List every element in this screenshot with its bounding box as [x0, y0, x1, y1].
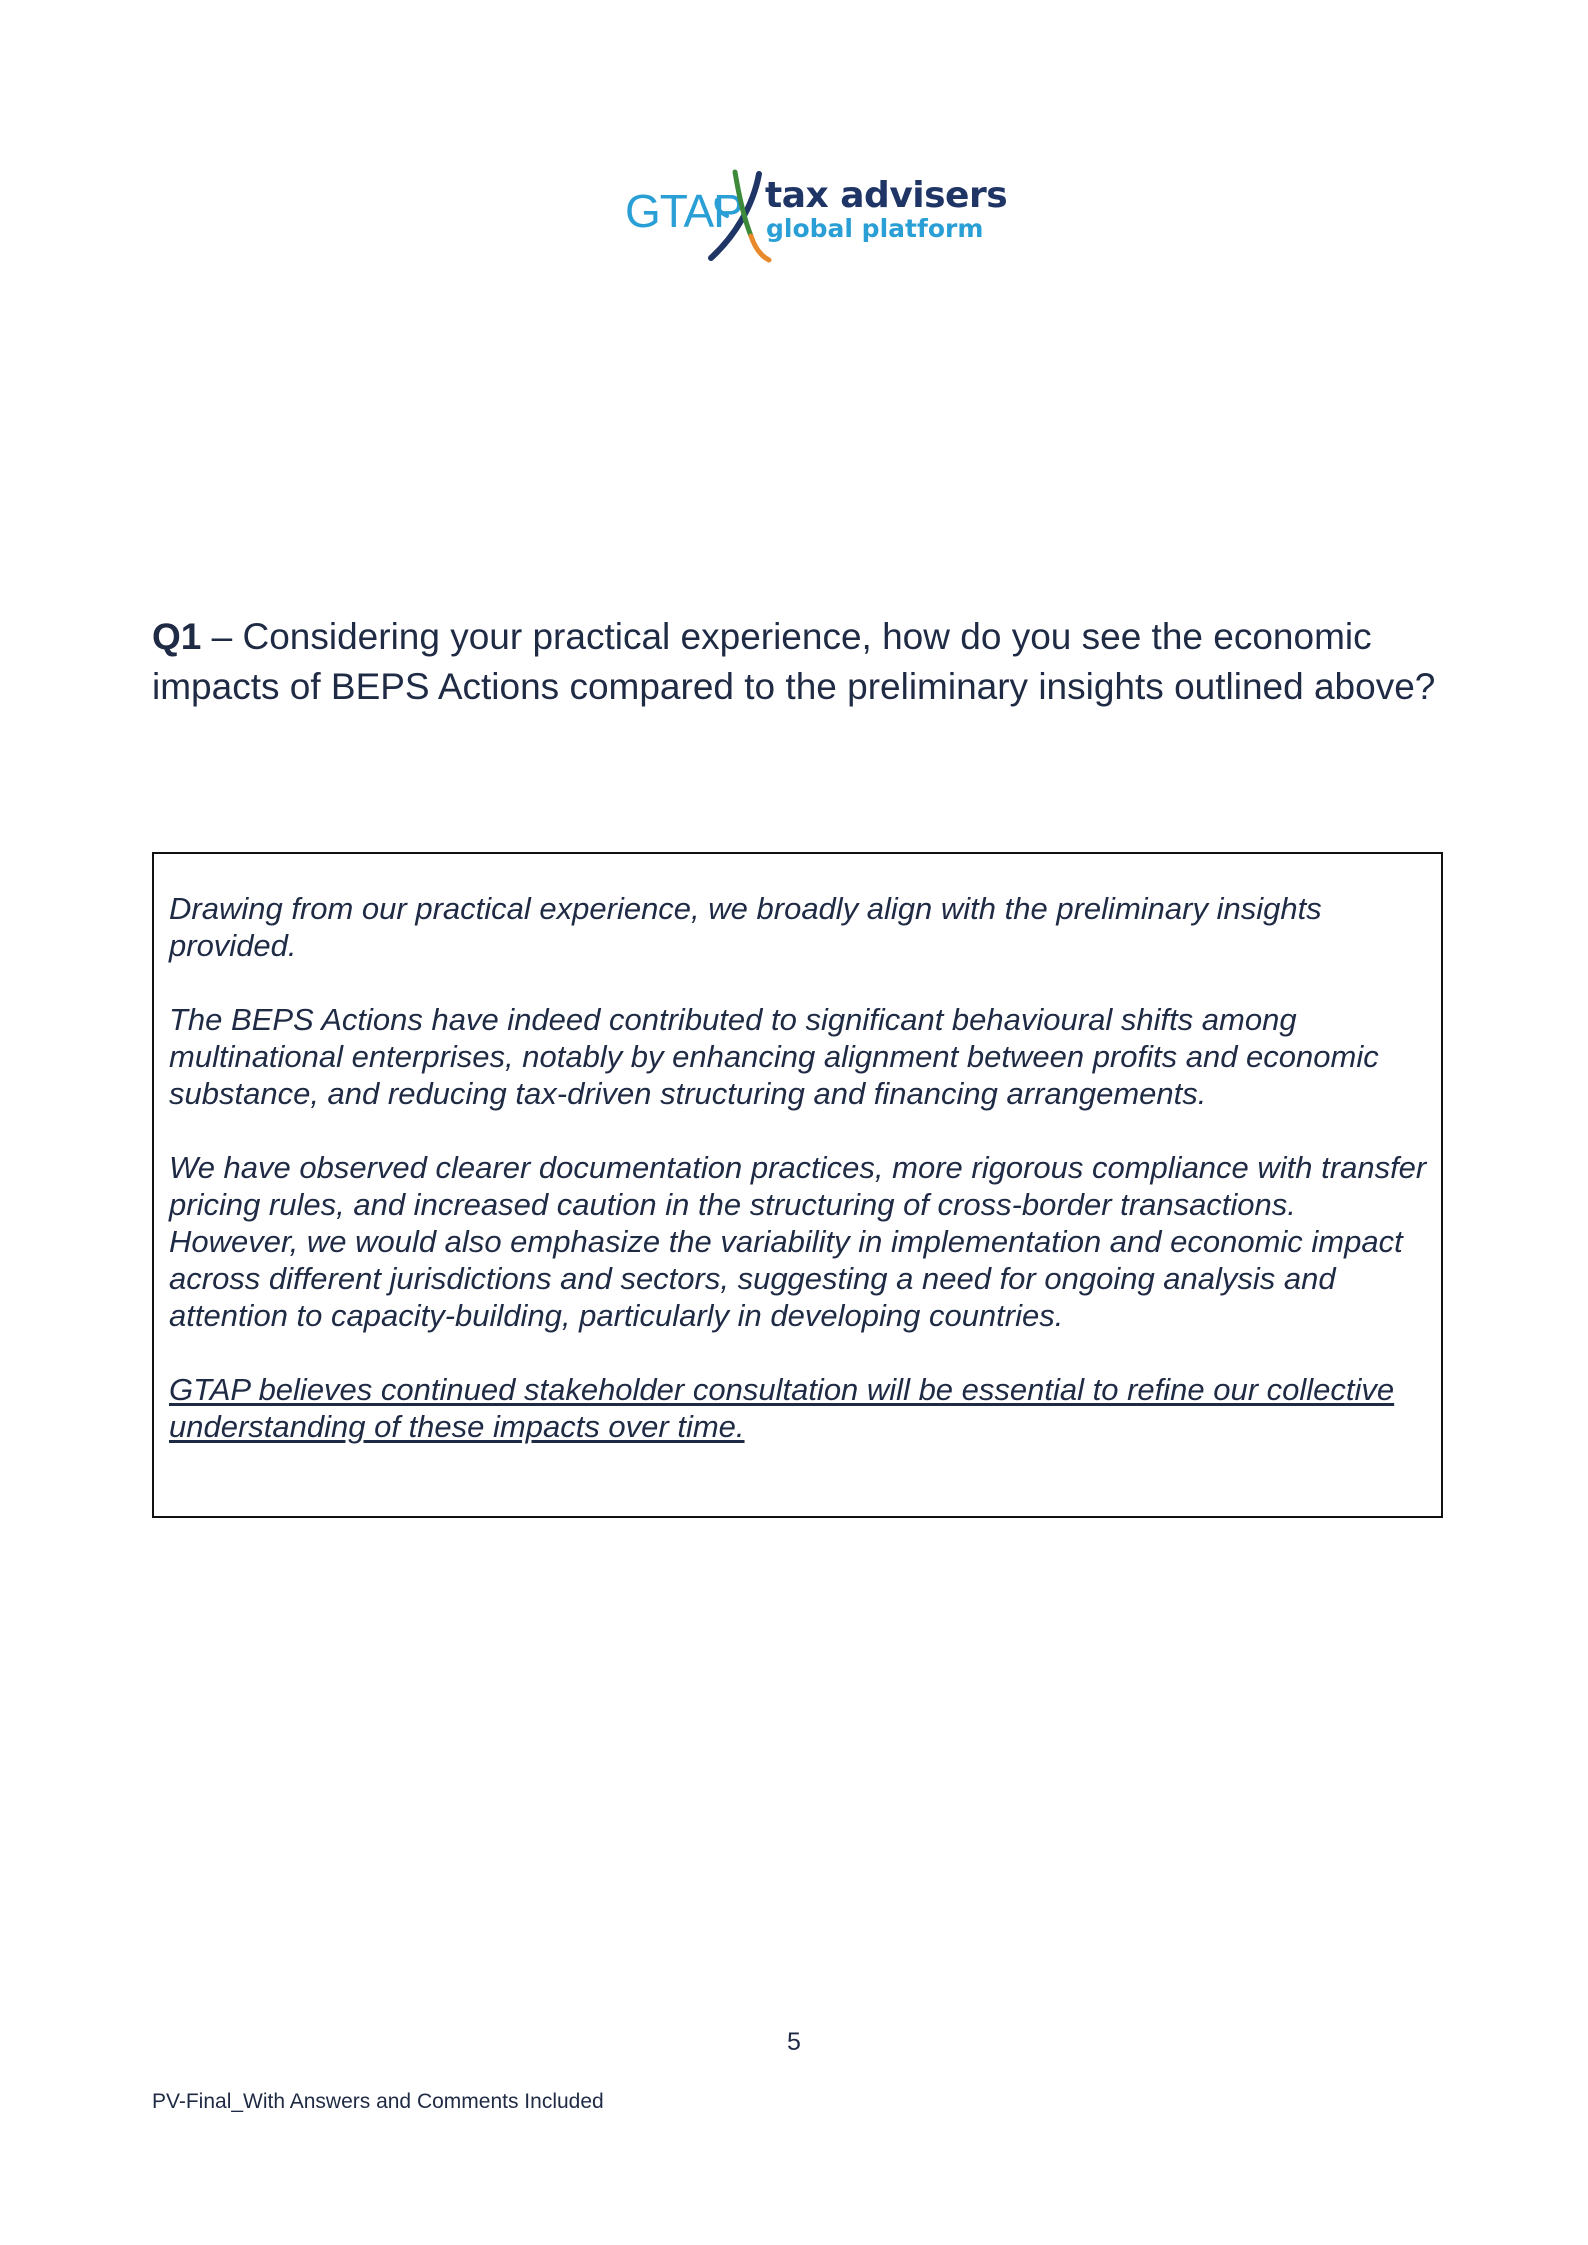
- question-text: – Considering your practical experience, how do you see the economic impacts of BEPS Actions compared to the preliminary insights outlined above?: [152, 616, 1436, 707]
- logo-line-tax-advisers: tax advisers: [765, 175, 1008, 216]
- page-number: 5: [787, 2028, 801, 2056]
- question-q1: [152, 612, 1452, 712]
- gtap-logo: [625, 166, 1008, 264]
- logo-gtap-text: GTAP: [625, 185, 743, 237]
- answer-box: [152, 852, 1443, 1518]
- answer-conclusion: GTAP believes continued stakeholder consultation will be essential to refine our collective understanding of these impacts over time.: [169, 1372, 1395, 1444]
- answer-paragraph-2: The BEPS Actions have indeed contributed to significant behavioural shifts among multinational enterprises, notably by enhancing alignment between profits and economic substance, and reducing tax-driven structuring and financing arrangements.: [169, 1002, 1379, 1111]
- question-number: Q1: [152, 616, 202, 657]
- logo-line-global-platform: global platform: [766, 214, 984, 243]
- answer-paragraph-1: Drawing from our practical experience, we broadly align with the preliminary insights provided.: [169, 891, 1322, 963]
- answer-paragraph-3: We have observed clearer documentation practices, more rigorous compliance with transfer pricing rules, and increased caution in the structuring of cross-border transactions. However, we would also emphasize the variability in implementation and economic impact across different jurisdictions and sectors, suggesting a need for ongoing analysis and attention to capacity-building, particularly in developing countries.: [169, 1150, 1427, 1333]
- footer-note: PV-Final_With Answers and Comments Included: [152, 2090, 604, 2113]
- answer-text: [169, 890, 1429, 1482]
